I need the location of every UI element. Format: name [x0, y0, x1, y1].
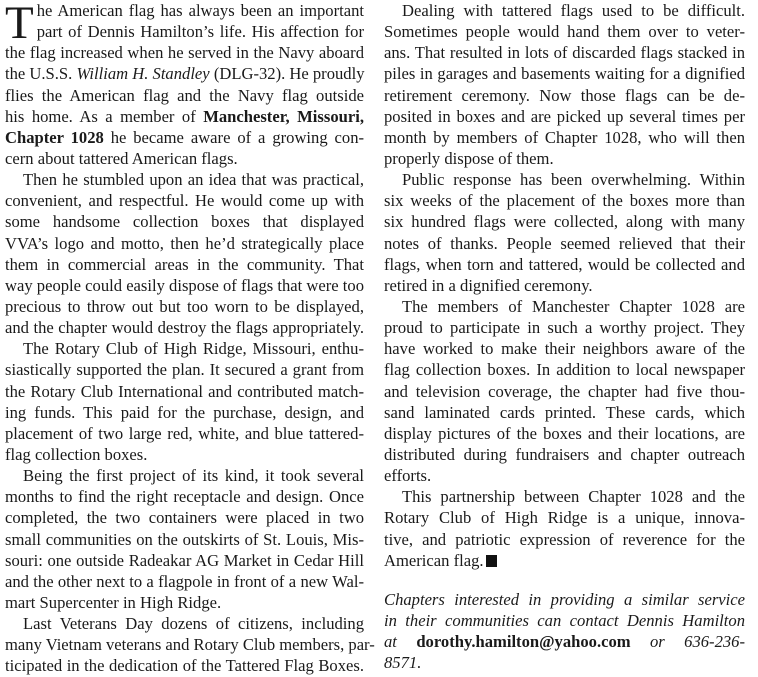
text-line: part of Dennis Hamilton’s life. His affection for: [36, 22, 364, 42]
text-line: posited in boxes and are picked up several times per: [384, 106, 745, 126]
text-line: in their communities can contact Dennis Hamilton: [384, 610, 745, 630]
text-line: retirement ceremony. Now those flags can be de-: [384, 85, 745, 105]
text-line: sand laminated cards printed. These cards, which: [384, 402, 745, 422]
right-column: [384, 0, 745, 673]
text-line: The Rotary Club of High Ridge, Missouri, enthu-: [23, 339, 364, 359]
text-line: ticipated in the dedication of the Tattered Flag Boxes.: [5, 656, 364, 676]
text-line: efforts.: [384, 466, 432, 486]
left-column: [5, 0, 375, 677]
text-line: flag collection boxes.: [5, 444, 148, 464]
chapter-number: Chapter 1028: [5, 127, 104, 147]
text-line: have worked to make their neighbors aware of the: [384, 339, 745, 359]
text-line: six weeks of the placement of the boxes more than: [384, 191, 745, 211]
text-line: Dealing with tattered flags used to be difficult.: [402, 1, 745, 20]
text-line: them in commercial areas in the community. That: [5, 254, 364, 274]
text-line: completed, the two containers were placed in two: [5, 508, 364, 528]
text-line: his home. As a member of Manchester, Missouri,: [5, 106, 364, 126]
text-line: Rotary Club of High Ridge is a unique, innova-: [384, 508, 745, 528]
text-line: flies the American flag and the Navy flag outside: [5, 85, 364, 105]
text-line: display pictures of the boxes and their locations, are: [384, 423, 745, 443]
paragraph-first-project: [5, 465, 364, 613]
text-line: months to find the right receptacle and design. Once: [5, 487, 364, 507]
ship-name: William H. Standley: [76, 64, 210, 84]
text-line: The members of Manchester Chapter 1028 are: [402, 296, 745, 316]
text-line: siastically supported the plan. It secured a grant from: [5, 360, 364, 380]
text-line: distributed during fundraisers and chapter outreach: [384, 444, 745, 464]
text-line: piles in garages and basements waiting for a dignified: [384, 64, 745, 84]
text-line: the U.S.S. William H. Standley (DLG-32). He proudly: [5, 64, 365, 84]
paragraph-rotary: [5, 338, 364, 465]
text-line: mart Supercenter in High Ridge.: [5, 592, 222, 612]
text-line: the flag increased when he served in the Navy aboard: [5, 43, 364, 63]
text-line: cern about tattered American flags.: [5, 148, 238, 168]
paragraph-partnership: [384, 486, 745, 571]
text-line: placement of two large red, white, and blue tattered-: [5, 423, 364, 443]
text-line: Last Veterans Day dozens of citizens, including: [23, 614, 364, 634]
text-line: VVA’s logo and motto, then he’d strategically place: [5, 233, 364, 253]
text-line: small communities on the outskirts of St. Louis, Mis-: [5, 529, 364, 549]
text-line: the Rotary Club International and contributed match-: [5, 381, 364, 401]
text-line: month by members of Chapter 1028, who will then: [384, 127, 745, 147]
text-line: Then he stumbled upon an idea that was practical,: [23, 170, 364, 190]
paragraph-idea: [5, 169, 364, 338]
text-line: retired in a dignified ceremony.: [384, 275, 593, 295]
text-line: six hundred flags were collected, along with many: [384, 212, 745, 232]
paragraph-members: [384, 296, 745, 486]
text-line: Being the first project of its kind, it took several: [23, 466, 364, 486]
text-line: notes of thanks. People seemed relieved that their: [384, 233, 745, 253]
text-line: Sometimes people would hand them over to veter-: [384, 22, 745, 42]
text-line: and the chapter would destroy the flags appropriately.: [5, 318, 364, 338]
text-line: flags, when torn and tattered, would be collected and: [384, 254, 745, 274]
text-line: some handsome collection boxes that displayed: [5, 212, 364, 232]
text-line: 8571.: [384, 653, 422, 673]
text-line: Chapters interested in providing a similar service: [384, 589, 745, 609]
contact-note: [384, 589, 745, 674]
paragraph-veterans-day: [5, 613, 375, 676]
text-line: and television coverage, the chapter had five thou-: [384, 381, 745, 401]
chapter-name: Manchester, Missouri,: [203, 106, 364, 126]
contact-email-link[interactable]: dorothy.hamilton@yahoo.com: [416, 632, 631, 652]
text-line: This partnership between Chapter 1028 and the: [402, 487, 745, 507]
text-line: souri: one outside Radeakar AG Market in Cedar Hill: [5, 550, 364, 570]
text-line: he American flag has always been an important: [36, 1, 364, 20]
drop-cap: T: [5, 0, 34, 49]
text-line: American flag.: [384, 550, 745, 571]
paragraph-dealing: [384, 0, 745, 169]
spacer: [384, 571, 745, 589]
text-line: proud to participate in such a worthy project. They: [384, 318, 745, 338]
paragraph-intro: [5, 0, 364, 169]
end-of-article-square-icon: [486, 555, 497, 567]
text-line: Public response has been overwhelming. Within: [402, 170, 745, 190]
text-line: way people could easily dispose of flags that were too: [5, 275, 364, 295]
paragraph-public-response: [384, 169, 745, 296]
text-line: flag collection boxes. In addition to local newspaper: [384, 360, 745, 380]
text-line: tive, and patriotic expression of reverence for the: [384, 529, 745, 549]
text-line: convenient, and respectful. He would come up with: [5, 191, 364, 211]
text-line: properly dispose of them.: [384, 148, 554, 168]
text-line: and the other next to a flagpole in front of a new Wal-: [5, 571, 364, 591]
text-line: precious to throw out but too worn to be displayed,: [5, 296, 364, 316]
text-line: at dorothy.hamilton@yahoo.com or 636-236-: [384, 632, 745, 652]
text-line: ans. That resulted in lots of discarded flags stacked in: [384, 43, 745, 63]
text-line: Chapter 1028 he became aware of a growing con-: [5, 127, 365, 147]
text-line: ing funds. This paid for the purchase, design, and: [5, 402, 364, 422]
text-line: many Vietnam veterans and Rotary Club members, par-: [5, 635, 375, 655]
